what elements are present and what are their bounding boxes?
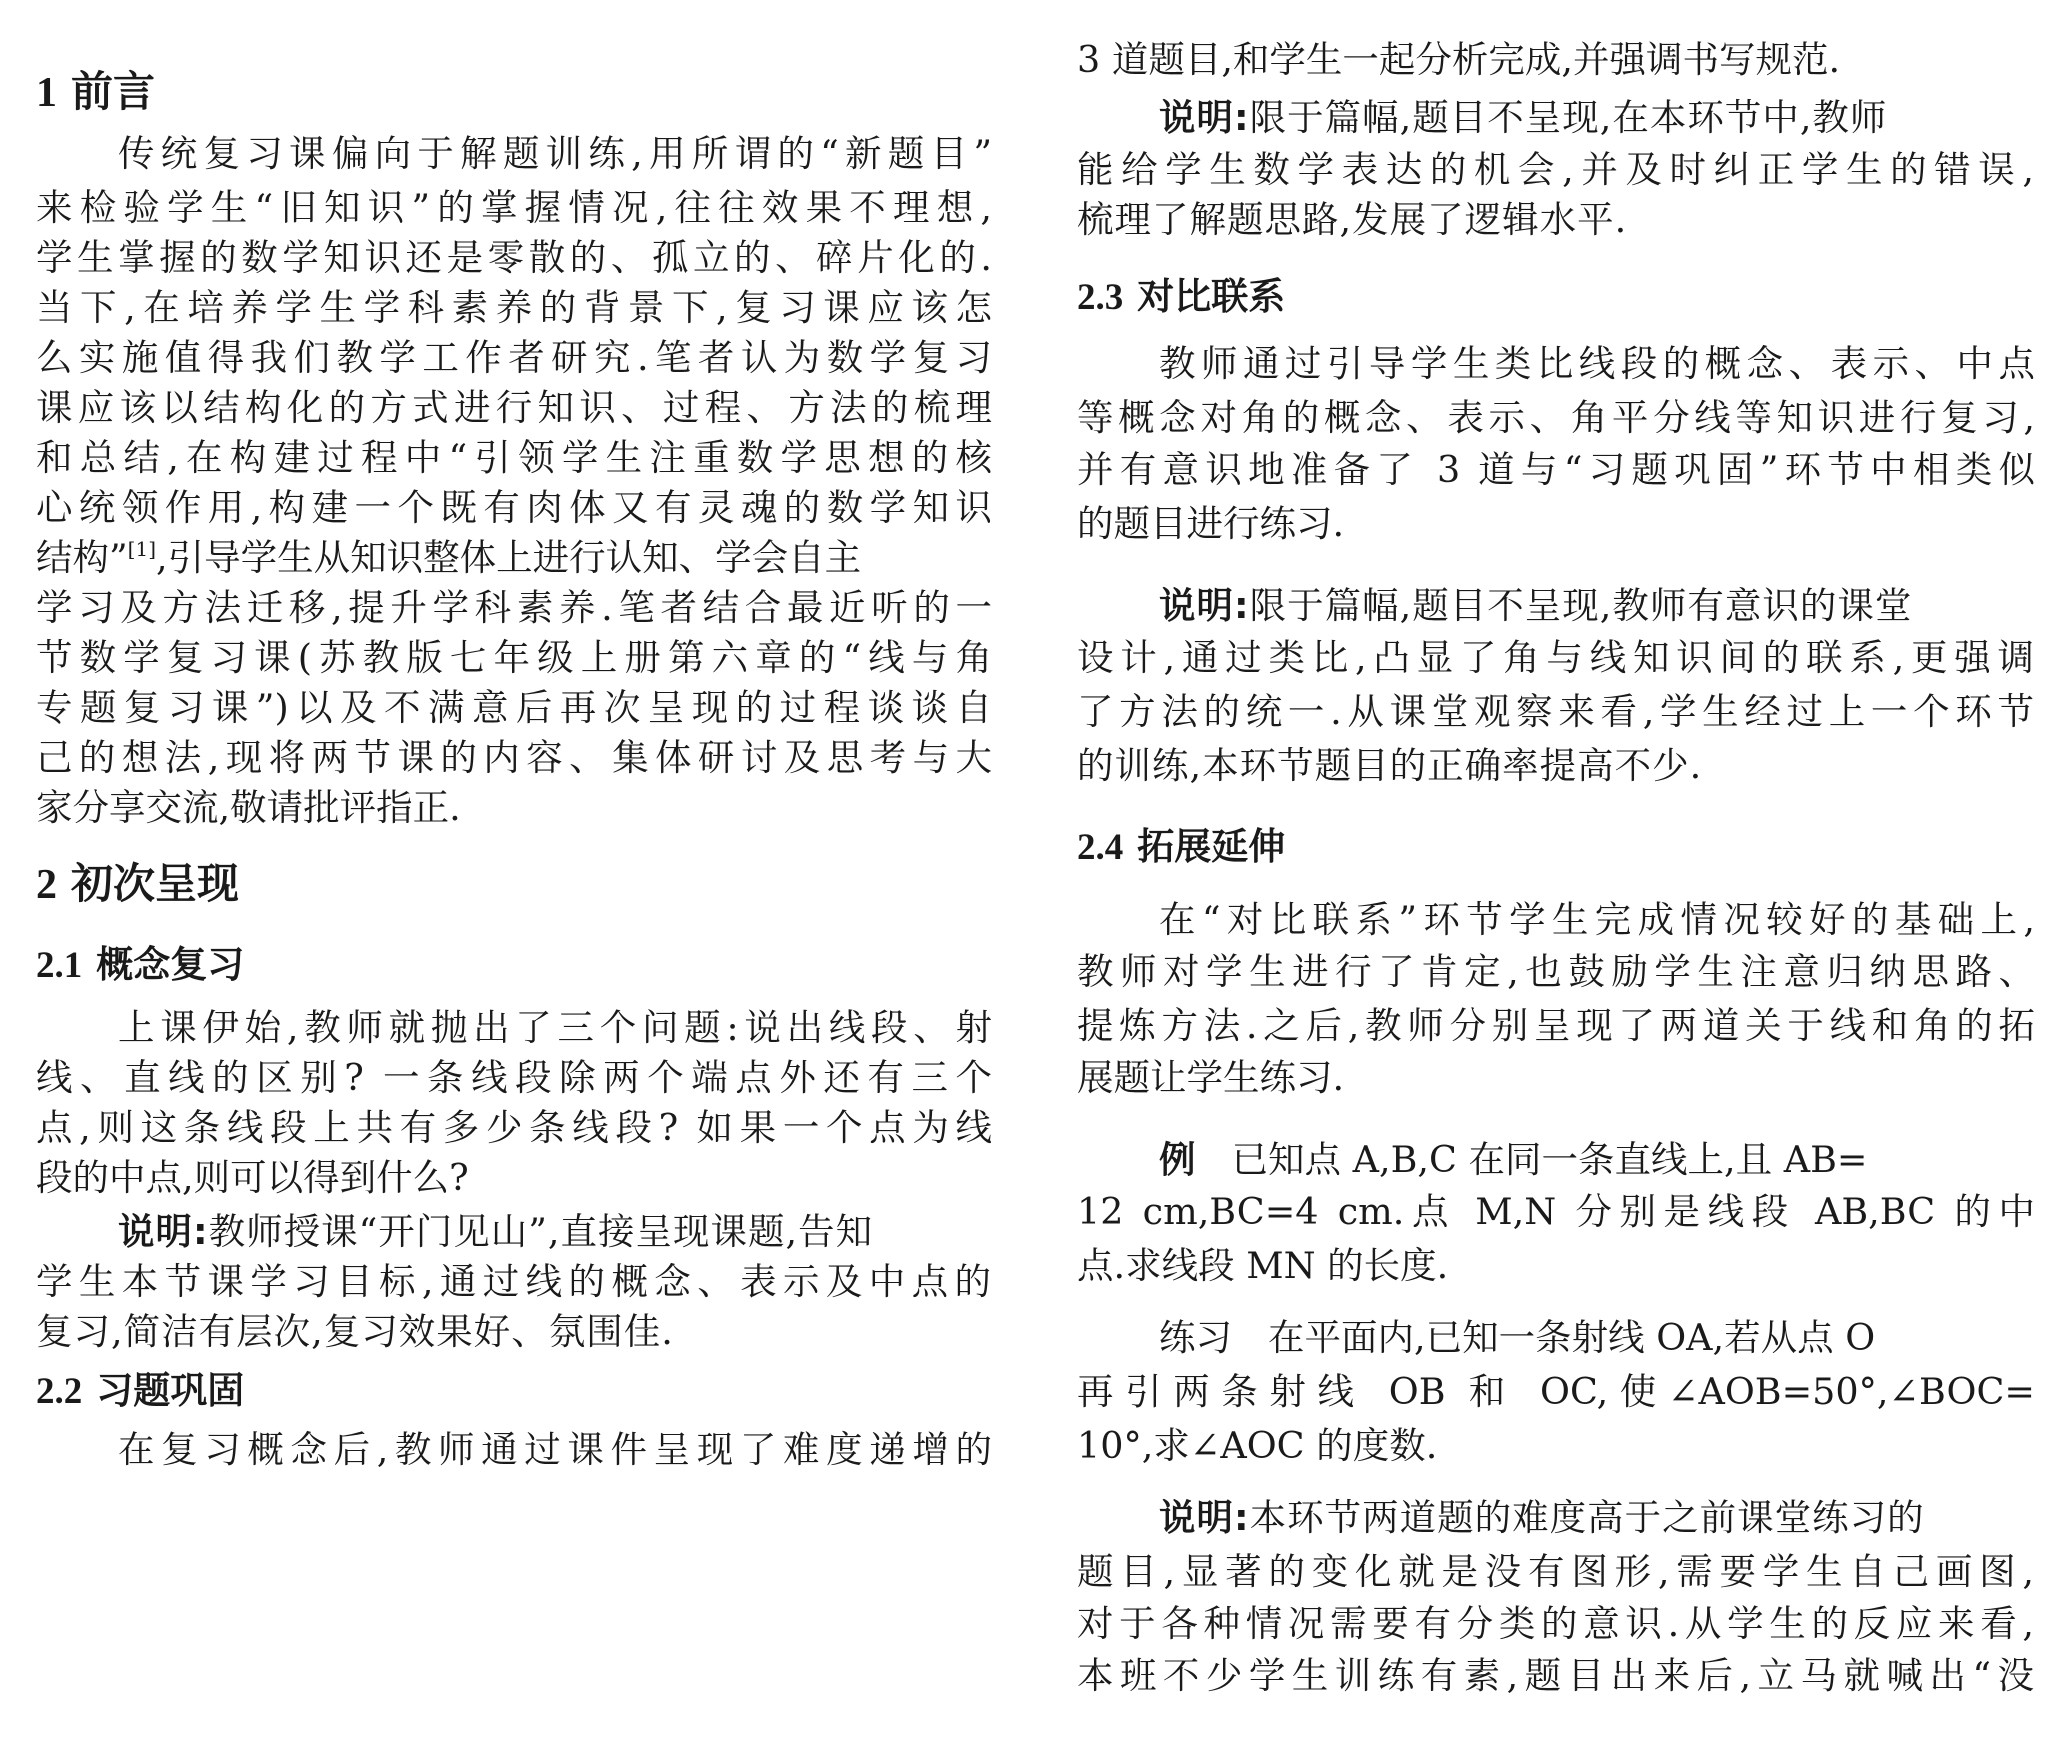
paragraph-line: 当下,在培养学生学科素养的背景下,复习课应该怎 (36, 286, 992, 329)
paragraph-line: 心统领作用,构建一个既有肉体又有灵魂的数学知识 (36, 486, 992, 529)
section-2-3-heading (1077, 272, 2035, 322)
section-number: 2 (36, 862, 57, 908)
paragraph-line: 段的中点,则可以得到什么? (36, 1156, 469, 1199)
paragraph-line: 上课伊始,教师就抛出了三个问题:说出线段、射 (118, 1006, 992, 1049)
note-line: 设计,通过类比,凸显了角与线知识间的联系,更强调 (1077, 636, 2035, 679)
section-number: 2.2 (36, 1371, 83, 1412)
example-text: 已知点 A,B,C 在同一条直线上,且 AB= (1231, 1138, 1868, 1181)
section-number: 2.4 (1077, 827, 1124, 868)
note-line: 题目,显著的变化就是没有图形,需要学生自己画图, (1077, 1550, 2035, 1593)
note-label: 说明: (1159, 96, 1250, 139)
paragraph-line: 己的想法,现将两节课的内容、集体研讨及思考与大 (36, 736, 992, 779)
section-2-heading (36, 856, 992, 912)
paragraph-line: 家分享交流,敬请批评指正. (36, 786, 461, 829)
note-line: 了方法的统一.从课堂观察来看,学生经过上一个环节 (1077, 690, 2035, 733)
section-number: 2.3 (1077, 277, 1124, 318)
section-2-2-heading (36, 1366, 992, 1416)
section-2-4-heading (1077, 822, 2035, 872)
paragraph-line: 提炼方法.之后,教师分别呈现了两道关于线和角的拓 (1077, 1004, 2035, 1047)
practice-line: 再引两条射线 OB 和 OC,使∠AOB=50°,∠BOC= (1077, 1370, 2035, 1413)
note-first-line (1077, 94, 2035, 142)
note-line: 能给学生数学表达的机会,并及时纠正学生的错误, (1077, 148, 2035, 191)
note-label: 说明: (118, 1210, 209, 1253)
note-line: 的训练,本环节题目的正确率提高不少. (1077, 744, 1703, 787)
paragraph-line-with-citation (36, 534, 992, 582)
example-line: 12 cm,BC=4 cm.点 M,N 分别是线段 AB,BC 的中 (1077, 1190, 2035, 1233)
paragraph-line: 线、直线的区别? 一条线段除两个端点外还有三个 (36, 1056, 992, 1099)
section-number: 2.1 (36, 945, 83, 986)
note-line: 复习,简洁有层次,复习效果好、氛围佳. (36, 1310, 674, 1353)
note-first-line (36, 1208, 992, 1256)
example-line: 点.求线段 MN 的长度. (1077, 1244, 1449, 1287)
paragraph-line: 专题复习课”)以及不满意后再次呈现的过程谈谈自 (36, 686, 992, 729)
note-label: 说明: (1159, 584, 1250, 627)
section-title: 拓展延伸 (1137, 825, 1286, 868)
paragraph-line: 来检验学生“旧知识”的掌握情况,往往效果不理想, (36, 186, 992, 229)
paragraph-line: 和总结,在构建过程中“引领学生注重数学思想的核 (36, 436, 992, 479)
practice-first-line (1077, 1314, 2035, 1362)
paragraph-line: 学习及方法迁移,提升学科素养.笔者结合最近听的一 (36, 586, 992, 629)
section-title: 对比联系 (1137, 275, 1286, 318)
practice-line: 10°,求∠AOC 的度数. (1077, 1424, 1438, 1467)
practice-text: 在平面内,已知一条射线 OA,若从点 O (1268, 1316, 1876, 1359)
section-number: 1 (36, 70, 57, 116)
paragraph-line: 学生掌握的数学知识还是零散的、孤立的、碎片化的. (36, 236, 992, 279)
paragraph-line: 么实施值得我们教学工作者研究.笔者认为数学复习 (36, 336, 992, 379)
paragraph-line: 并有意识地准备了 3 道与“习题巩固”环节中相类似 (1077, 448, 2035, 491)
note-line: 本班不少学生训练有素,题目出来后,立马就喊出“没 (1077, 1654, 2035, 1697)
paragraph-line: 节数学复习课(苏教版七年级上册第六章的“线与角 (36, 636, 992, 679)
paragraph-line: 教师通过引导学生类比线段的概念、表示、中点 (1159, 342, 2035, 385)
paragraph-line: 3 道题目,和学生一起分析完成,并强调书写规范. (1077, 38, 1841, 81)
note-line: 对于各种情况需要有分类的意识.从学生的反应来看, (1077, 1602, 2035, 1645)
section-title: 初次呈现 (71, 859, 240, 908)
left-column (36, 0, 992, 1756)
paragraph-line: 的题目进行练习. (1077, 502, 1345, 545)
paragraph-line: 课应该以结构化的方式进行知识、过程、方法的梳理 (36, 386, 992, 429)
section-title: 前言 (71, 67, 156, 116)
paragraph-line: 在“对比联系”环节学生完成情况较好的基础上, (1159, 898, 2035, 941)
citation-continuation: ,引导学生从知识整体上进行认知、学会自主 (156, 536, 862, 579)
paragraph-line: 点,则这条线段上共有多少条线段? 如果一个点为线 (36, 1106, 992, 1149)
note-line: 学生本节课学习目标,通过线的概念、表示及中点的 (36, 1260, 992, 1303)
note-text: 本环节两道题的难度高于之前课堂练习的 (1249, 1496, 1925, 1539)
section-title: 习题巩固 (96, 1369, 245, 1412)
citation-context: 结构” (36, 536, 128, 579)
right-column (1077, 0, 2035, 1756)
note-text: 限于篇幅,题目不呈现,在本环节中,教师 (1249, 96, 1888, 139)
note-line: 梳理了解题思路,发展了逻辑水平. (1077, 198, 1628, 241)
example-first-line (1077, 1136, 2035, 1184)
section-title: 概念复习 (96, 943, 245, 986)
practice-label: 练习 (1159, 1316, 1232, 1359)
note-first-line (1077, 1494, 2035, 1542)
section-1-heading (36, 64, 992, 120)
paragraph-line: 等概念对角的概念、表示、角平分线等知识进行复习, (1077, 396, 2035, 439)
paragraph-line: 教师对学生进行了肯定,也鼓励学生注意归纳思路、 (1077, 950, 2035, 993)
paragraph-line: 展题让学生练习. (1077, 1056, 1345, 1099)
note-label: 说明: (1159, 1496, 1250, 1539)
paragraph-line: 传统复习课偏向于解题训练,用所谓的“新题目” (118, 132, 992, 175)
citation-ref[interactable]: [1] (127, 537, 157, 561)
note-text: 教师授课“开门见山”,直接呈现课题,告知 (208, 1210, 874, 1253)
note-first-line (1077, 582, 2035, 630)
paragraph-line: 在复习概念后,教师通过课件呈现了难度递增的 (118, 1428, 992, 1471)
note-text: 限于篇幅,题目不呈现,教师有意识的课堂 (1249, 584, 1913, 627)
example-label: 例 (1159, 1138, 1196, 1181)
section-2-1-heading (36, 940, 992, 990)
